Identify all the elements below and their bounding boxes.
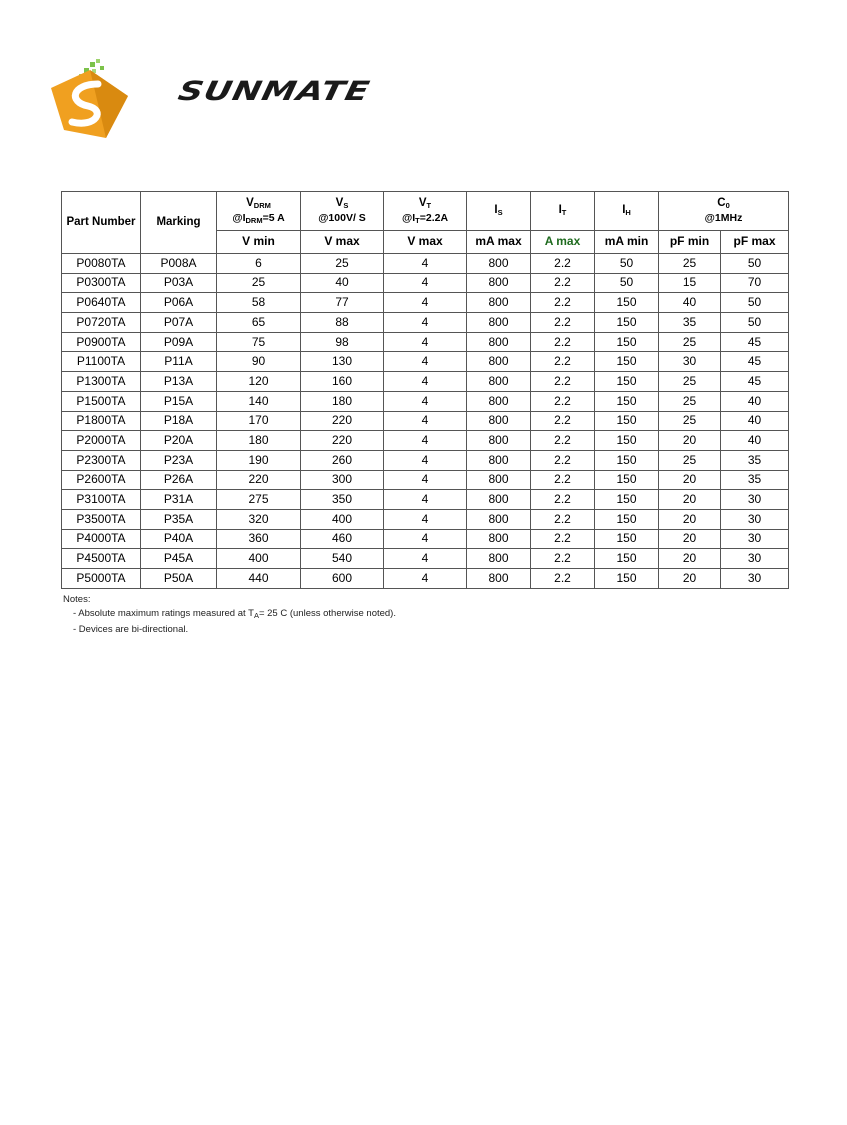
table-cell: 20 (659, 431, 721, 451)
table-cell: 800 (467, 254, 531, 274)
table-cell: P0720TA (62, 313, 141, 333)
table-row (62, 352, 789, 372)
table-cell: 120 (217, 372, 301, 392)
table-cell: P0900TA (62, 332, 141, 352)
table-cell: P13A (141, 372, 217, 392)
table-cell: 150 (595, 372, 659, 392)
table-cell: P50A (141, 569, 217, 589)
table-cell: P1800TA (62, 411, 141, 431)
table-cell: P15A (141, 391, 217, 411)
table-cell: 2.2 (531, 352, 595, 372)
table-row (62, 490, 789, 510)
table-cell: 800 (467, 549, 531, 569)
table-cell: P0080TA (62, 254, 141, 274)
table-cell: 4 (384, 332, 467, 352)
table-cell: 25 (659, 254, 721, 274)
table-cell: 70 (721, 273, 789, 293)
table-cell: 320 (217, 509, 301, 529)
table-cell: 4 (384, 372, 467, 392)
table-cell: 800 (467, 273, 531, 293)
table-cell: 75 (217, 332, 301, 352)
table-cell: P09A (141, 332, 217, 352)
table-cell: 2.2 (531, 431, 595, 451)
table-cell: 2.2 (531, 372, 595, 392)
table-cell: 150 (595, 411, 659, 431)
table-cell: 800 (467, 569, 531, 589)
table-cell: 88 (301, 313, 384, 333)
table-cell: 400 (301, 509, 384, 529)
table-cell: 300 (301, 470, 384, 490)
table-cell: P40A (141, 529, 217, 549)
table-body (62, 254, 789, 589)
table-cell: 30 (721, 529, 789, 549)
table-cell: 170 (217, 411, 301, 431)
table-cell: 800 (467, 450, 531, 470)
table-cell: 45 (721, 352, 789, 372)
table-cell: P07A (141, 313, 217, 333)
header-c0: $C_0$ @1MHz (659, 192, 789, 231)
unit-cell: V max (384, 231, 467, 254)
table-cell: 2.2 (531, 293, 595, 313)
table-cell: 40 (301, 273, 384, 293)
header-part-number: Part Number (62, 192, 141, 254)
table-cell: 4 (384, 450, 467, 470)
table-cell: 800 (467, 313, 531, 333)
unit-cell: pF max (721, 231, 789, 254)
table-cell: P20A (141, 431, 217, 451)
table-cell: P1100TA (62, 352, 141, 372)
table-cell: 25 (659, 372, 721, 392)
table-cell: P4500TA (62, 549, 141, 569)
unit-cell: V max (301, 231, 384, 254)
header-vt: $V_T$ $@I_T=2.2A$ (384, 192, 467, 231)
table-cell: 4 (384, 509, 467, 529)
table-cell: P2000TA (62, 431, 141, 451)
table-cell: 4 (384, 529, 467, 549)
table-cell: P3500TA (62, 509, 141, 529)
table-cell: 4 (384, 470, 467, 490)
table-cell: 460 (301, 529, 384, 549)
table-cell: 160 (301, 372, 384, 392)
table-cell: P35A (141, 509, 217, 529)
table-cell: 4 (384, 313, 467, 333)
table-cell: 50 (721, 293, 789, 313)
table-cell: 50 (595, 254, 659, 274)
table-cell: 4 (384, 490, 467, 510)
table-cell: 4 (384, 569, 467, 589)
table-cell: 130 (301, 352, 384, 372)
table-cell: 2.2 (531, 509, 595, 529)
header-it: $I_T$ (531, 192, 595, 231)
table-cell: 150 (595, 313, 659, 333)
table-cell: P2300TA (62, 450, 141, 470)
table-cell: 20 (659, 470, 721, 490)
table-cell: 220 (217, 470, 301, 490)
table-cell: P008A (141, 254, 217, 274)
table-cell: 30 (721, 509, 789, 529)
table-cell: 40 (721, 411, 789, 431)
note-item: - Devices are bi-directional. (73, 624, 189, 635)
table-cell: 150 (595, 470, 659, 490)
table-cell: 150 (595, 529, 659, 549)
table-cell: 4 (384, 391, 467, 411)
table-cell: 2.2 (531, 470, 595, 490)
table-cell: P1500TA (62, 391, 141, 411)
table-cell: 800 (467, 372, 531, 392)
table-cell: P18A (141, 411, 217, 431)
table-cell: 40 (721, 431, 789, 451)
unit-cell: mA max (467, 231, 531, 254)
table-cell: 800 (467, 411, 531, 431)
table-cell: 360 (217, 529, 301, 549)
table-cell: 77 (301, 293, 384, 313)
table-cell: 45 (721, 372, 789, 392)
table-cell: 150 (595, 352, 659, 372)
table-cell: 25 (659, 450, 721, 470)
table-cell: 540 (301, 549, 384, 569)
table-cell: 2.2 (531, 411, 595, 431)
table-cell: 45 (721, 332, 789, 352)
table-cell: 150 (595, 569, 659, 589)
table-cell: 4 (384, 411, 467, 431)
table-cell: 4 (384, 431, 467, 451)
table-cell: 800 (467, 529, 531, 549)
table-cell: 400 (217, 549, 301, 569)
table-cell: 2.2 (531, 549, 595, 569)
table-row (62, 391, 789, 411)
table-cell: 15 (659, 273, 721, 293)
table-cell: P03A (141, 273, 217, 293)
table-cell: 4 (384, 549, 467, 569)
table-cell: 25 (659, 391, 721, 411)
table-cell: P2600TA (62, 470, 141, 490)
table-cell: 2.2 (531, 313, 595, 333)
table-cell: 4 (384, 254, 467, 274)
table-cell: 65 (217, 313, 301, 333)
table-cell: 30 (721, 490, 789, 510)
table-cell: P0640TA (62, 293, 141, 313)
table-cell: 30 (721, 569, 789, 589)
table-cell: 220 (301, 411, 384, 431)
table-cell: 4 (384, 352, 467, 372)
table-row (62, 431, 789, 451)
table-cell: 350 (301, 490, 384, 510)
table-row (62, 549, 789, 569)
table-cell: 2.2 (531, 273, 595, 293)
notes-title: Notes: (63, 594, 91, 605)
table-row (62, 569, 789, 589)
table-cell: 150 (595, 391, 659, 411)
table-cell: P11A (141, 352, 217, 372)
table-cell: 58 (217, 293, 301, 313)
table-cell: 150 (595, 431, 659, 451)
table-cell: 40 (721, 391, 789, 411)
table-cell: P1300TA (62, 372, 141, 392)
table-cell: 2.2 (531, 450, 595, 470)
table-cell: 180 (301, 391, 384, 411)
table-cell: 800 (467, 431, 531, 451)
table-row (62, 313, 789, 333)
table-cell: P31A (141, 490, 217, 510)
table-cell: P5000TA (62, 569, 141, 589)
table-cell: 30 (659, 352, 721, 372)
table-cell: 25 (659, 411, 721, 431)
table-cell: 150 (595, 450, 659, 470)
header-vs: $V_S$ @100V/ S (301, 192, 384, 231)
table-row (62, 293, 789, 313)
table-cell: 30 (721, 549, 789, 569)
table-cell: 50 (595, 273, 659, 293)
table-cell: 275 (217, 490, 301, 510)
table-cell: 20 (659, 490, 721, 510)
table-cell: 440 (217, 569, 301, 589)
table-cell: 40 (659, 293, 721, 313)
header-vdrm: $V_{DRM}$ $@I_{DRM}=5$ A (217, 192, 301, 231)
spec-table (61, 191, 789, 589)
table-cell: P45A (141, 549, 217, 569)
table-cell: 20 (659, 549, 721, 569)
table-cell: 220 (301, 431, 384, 451)
table-cell: P3100TA (62, 490, 141, 510)
notes (63, 593, 396, 637)
table-cell: 35 (659, 313, 721, 333)
table-row (62, 450, 789, 470)
table-cell: 25 (301, 254, 384, 274)
table-cell: 6 (217, 254, 301, 274)
table-cell: 50 (721, 254, 789, 274)
note-item: - Absolute maximum ratings measured at $T_A= 25$ C (unless otherwise noted). (73, 608, 396, 620)
table-cell: 2.2 (531, 529, 595, 549)
table-cell: P26A (141, 470, 217, 490)
table-cell: 4 (384, 293, 467, 313)
table-cell: 25 (659, 332, 721, 352)
table-cell: 600 (301, 569, 384, 589)
table-cell: 190 (217, 450, 301, 470)
table-cell: 800 (467, 509, 531, 529)
table-row (62, 509, 789, 529)
table-row (62, 273, 789, 293)
unit-cell: mA min (595, 231, 659, 254)
header-row (62, 192, 789, 231)
table-cell: 50 (721, 313, 789, 333)
table-cell: 150 (595, 490, 659, 510)
logo-wordmark: SUNMATE (175, 76, 373, 108)
table-row (62, 332, 789, 352)
table-cell: 260 (301, 450, 384, 470)
table-cell: 4 (384, 273, 467, 293)
table-cell: 2.2 (531, 490, 595, 510)
table-cell: 150 (595, 293, 659, 313)
table-cell: 90 (217, 352, 301, 372)
header-marking: Marking (141, 192, 217, 254)
table-cell: 800 (467, 490, 531, 510)
table-cell: 2.2 (531, 391, 595, 411)
table-cell: 800 (467, 332, 531, 352)
table-cell: 800 (467, 293, 531, 313)
table-cell: 98 (301, 332, 384, 352)
table-cell: 140 (217, 391, 301, 411)
table-cell: 2.2 (531, 569, 595, 589)
table-cell: 20 (659, 529, 721, 549)
table-cell: 150 (595, 509, 659, 529)
table-cell: 800 (467, 352, 531, 372)
table-row (62, 470, 789, 490)
header-is: $I_S$ (467, 192, 531, 231)
unit-cell: pF min (659, 231, 721, 254)
table-cell: P4000TA (62, 529, 141, 549)
table-cell: 180 (217, 431, 301, 451)
unit-cell: V min (217, 231, 301, 254)
table-cell: 2.2 (531, 254, 595, 274)
brand-logo (46, 56, 373, 146)
table-cell: 150 (595, 549, 659, 569)
table-cell: P23A (141, 450, 217, 470)
table-cell: 20 (659, 569, 721, 589)
table-cell: 800 (467, 391, 531, 411)
table-cell: 20 (659, 509, 721, 529)
table-cell: 150 (595, 332, 659, 352)
table-cell: P0300TA (62, 273, 141, 293)
table-cell: 2.2 (531, 332, 595, 352)
table-cell: P06A (141, 293, 217, 313)
table-cell: 35 (721, 470, 789, 490)
table-cell: 800 (467, 470, 531, 490)
logo-mark-icon (46, 56, 176, 146)
table-cell: 25 (217, 273, 301, 293)
header-ih: $I_H$ (595, 192, 659, 231)
table-row (62, 411, 789, 431)
table-row (62, 529, 789, 549)
table-cell: 35 (721, 450, 789, 470)
table-row (62, 254, 789, 274)
table-row (62, 372, 789, 392)
unit-cell: A max (531, 231, 595, 254)
